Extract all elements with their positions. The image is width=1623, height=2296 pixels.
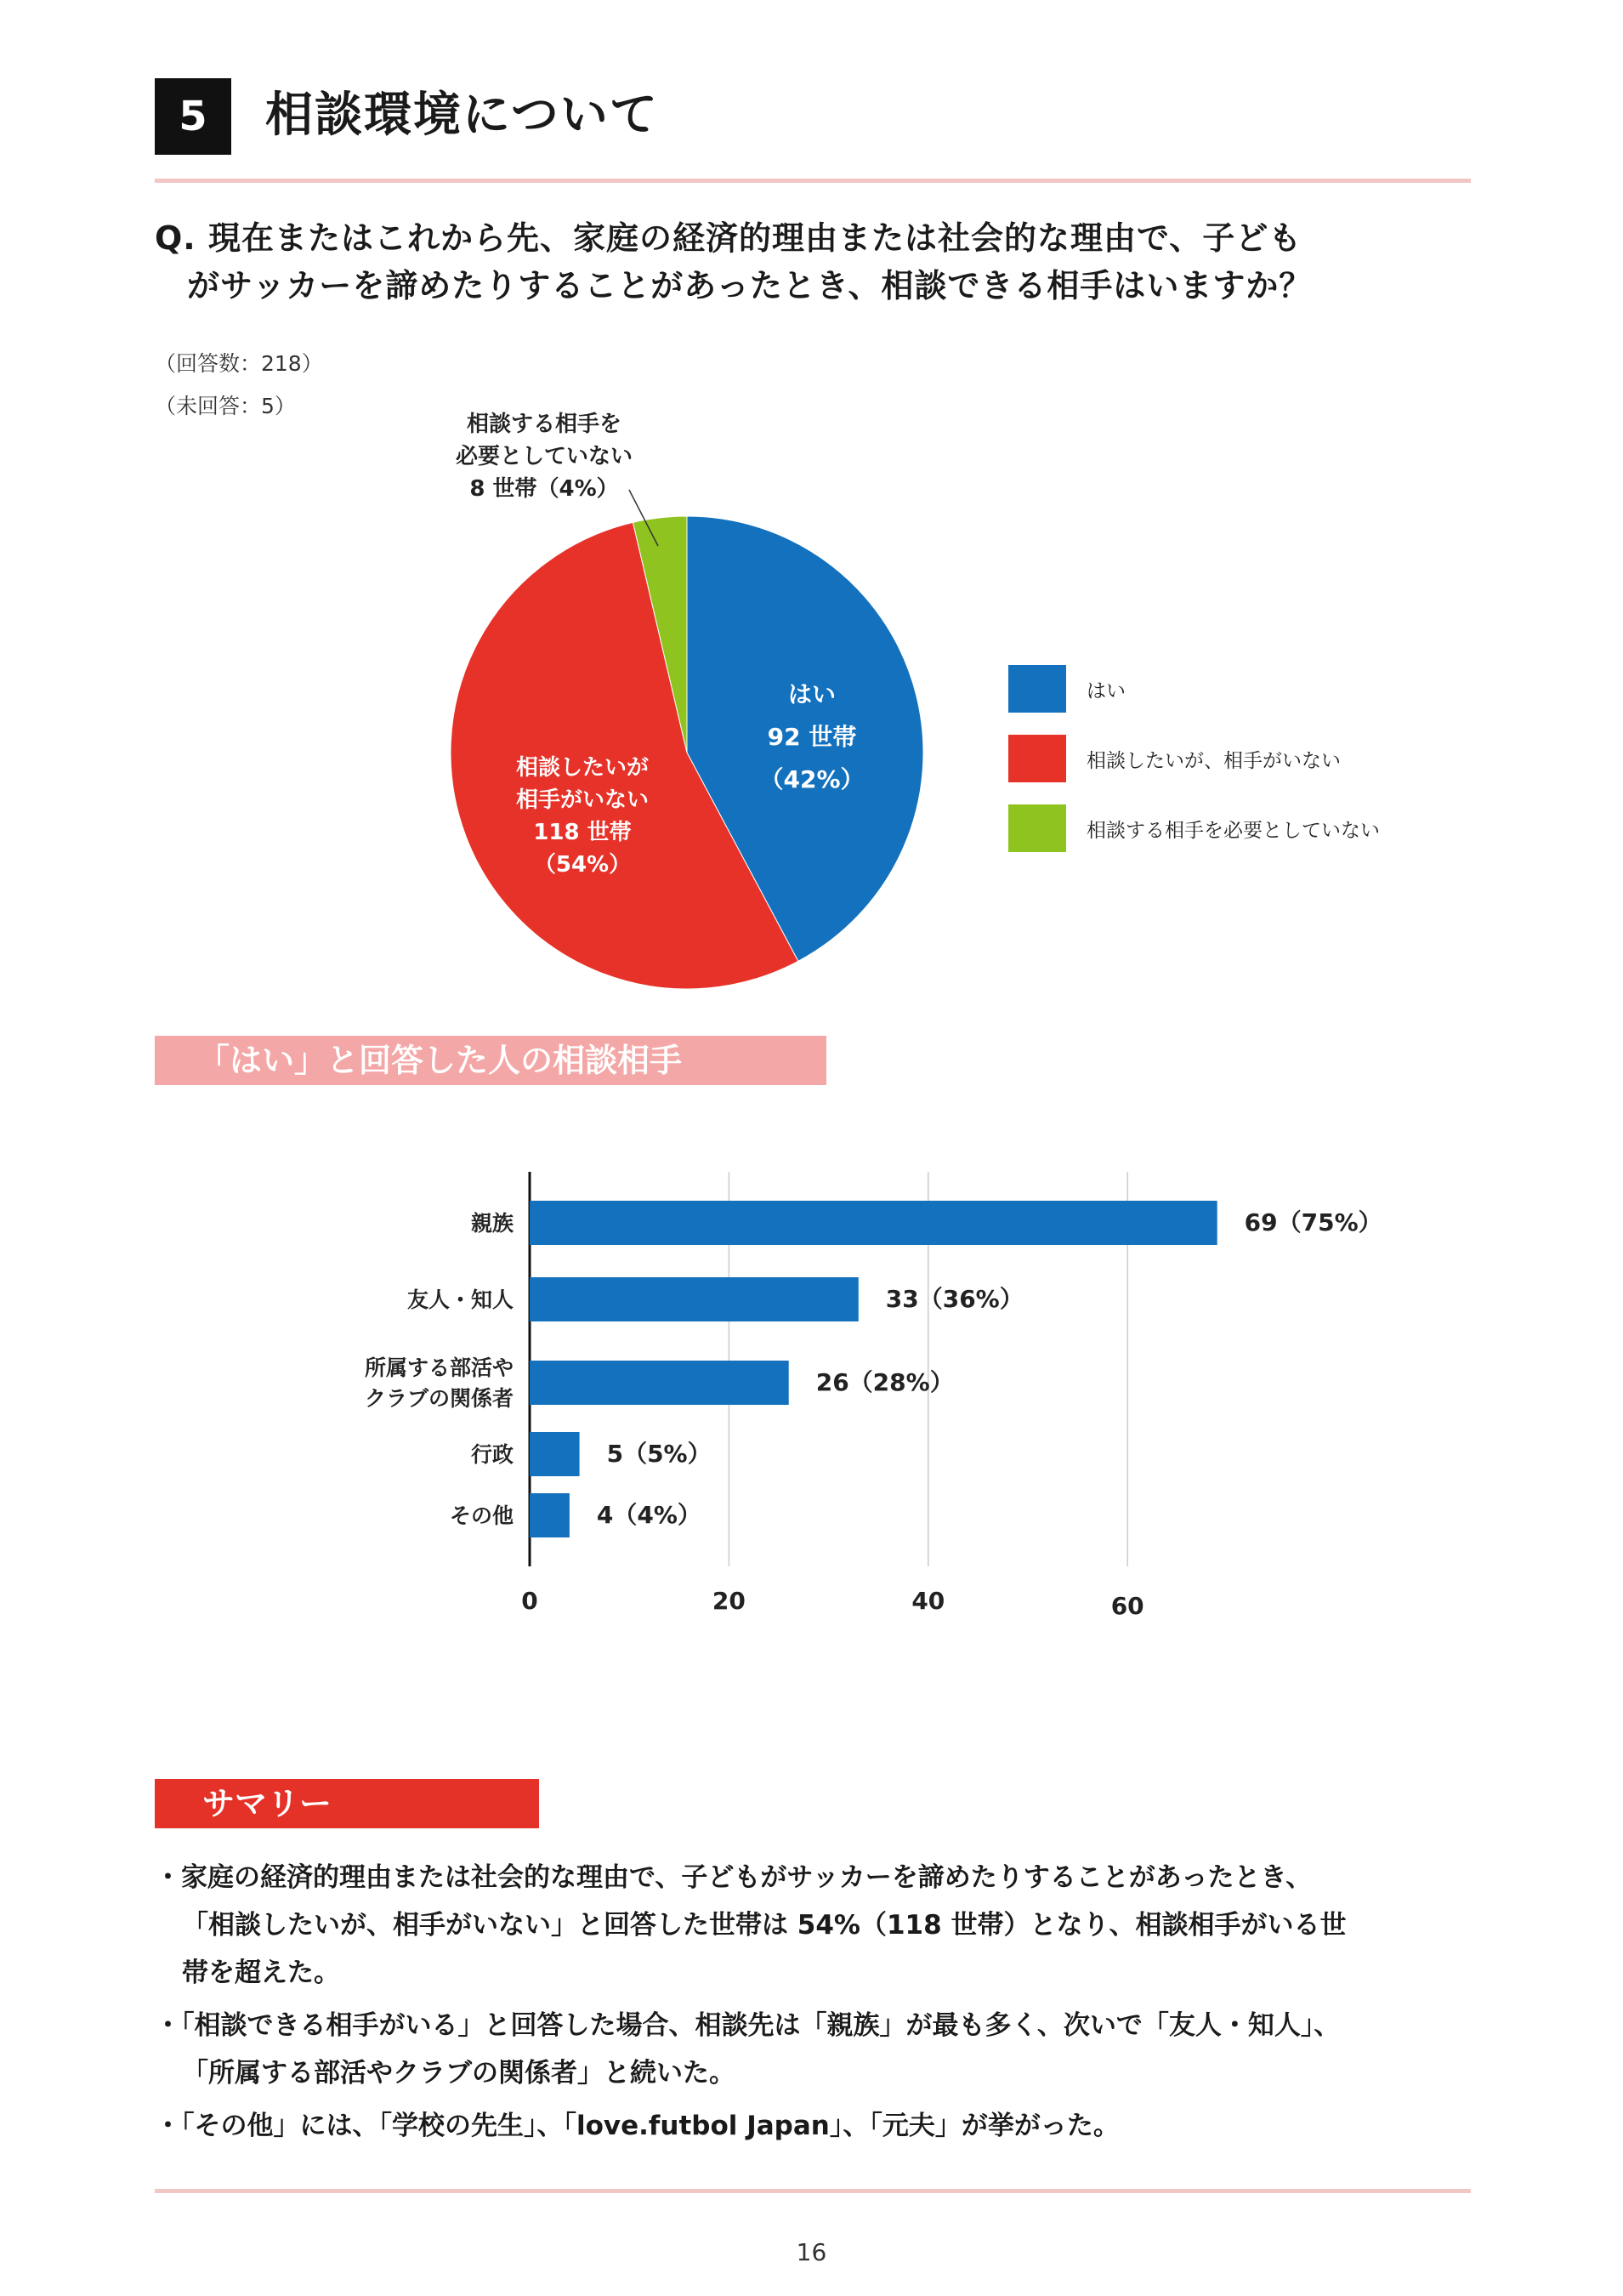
bar-category-label-3: クラブの関係者 (364, 1386, 514, 1411)
bar-category-label-1: 親族 (470, 1211, 514, 1236)
legend-label-want: 相談したいが、相手がいない (1087, 749, 1341, 772)
pie-label-no-need-line1: 相談する相手を (466, 412, 621, 437)
pie-label-yes-line2: 92 世帯 (767, 723, 857, 751)
pie-label-want (485, 752, 680, 881)
bar-value-label-2: 33（36%） (885, 1285, 1024, 1313)
bar-x-tick-label: 0 (521, 1587, 538, 1615)
summary-point-2-line2: 「所属する部活やクラブの関係者」と続いた。 (182, 2058, 735, 2089)
summary-point-1-line3: 帯を超えた。 (182, 1958, 340, 1988)
section-title: 相談環境について (265, 88, 659, 143)
pie-label-no-need-line2: 必要としていない (455, 444, 633, 469)
summary-point-1-line2: 「相談したいが、相手がいない」と回答した世帯は 54%（118 世帯）となり、相談相手がいる世 (182, 1910, 1347, 1941)
bar-x-tick-label: 20 (712, 1587, 746, 1615)
pie-chart (0, 0, 1623, 1020)
pie-label-no-need-line3: 8 世帯（4%） (469, 476, 619, 502)
respondent-count: （回答数：218） (155, 351, 323, 376)
summary-point-3-line1: ・「その他」には、「学校の先生」、「love.futbol Japan」、「元夫」が挙がった。 (155, 2111, 1120, 2141)
bar-x-tick-label: 40 (911, 1587, 945, 1615)
pie-label-yes-line3: （42%） (759, 765, 865, 793)
bar-value-label-4: 5（5%） (606, 1440, 712, 1468)
pie-label-want-line4: （54%） (533, 852, 632, 878)
pie-label-want-line2: 相手がいない (515, 787, 649, 813)
summary-title: サマリー (155, 1779, 539, 1828)
legend-label-no-need: 相談する相手を必要としていない (1087, 819, 1380, 842)
bar-category-label-5: その他 (449, 1503, 514, 1528)
legend-swatch-no-need (1008, 804, 1066, 852)
pie-label-no-need (417, 408, 672, 505)
legend-item-want (1008, 735, 1341, 782)
summary-point-2-line1: ・「相談できる相手がいる」と回答した場合、相談先は「親族」が最も多く、次いで「友人・知人」、 (155, 2010, 1341, 2041)
summary-point-1-line1: ・家庭の経済的理由または社会的な理由で、子どもがサッカーを諦めたりすることがあったとき、 (155, 1862, 1313, 1893)
pie-label-want-line3: 118 世帯 (533, 820, 632, 845)
bar-value-label-1: 69（75%） (1244, 1208, 1382, 1236)
section-number: 5 (155, 78, 231, 155)
summary-point-2 (155, 2002, 1481, 2097)
bar-value-label-3: 26（28%） (815, 1368, 954, 1396)
bar-category-label-3: 所属する部活や (364, 1355, 514, 1380)
bar-x-tick-label: 60 (1110, 1592, 1144, 1620)
bar-category-label-4: 行政 (470, 1442, 514, 1467)
question-line-2: がサッカーを諦めたりすることがあったとき、相談できる相手はいますか？ (187, 267, 1313, 304)
summary-point-1 (155, 1854, 1481, 1997)
page-number: 16 (796, 2238, 827, 2266)
bar-5 (530, 1493, 570, 1537)
no-answer-count: （未回答：5） (155, 394, 296, 418)
legend-swatch-want (1008, 735, 1066, 782)
bar-1 (530, 1201, 1217, 1245)
bar-3 (530, 1361, 789, 1405)
pie-label-yes (718, 673, 905, 801)
legend-item-yes (1008, 665, 1126, 713)
pie-label-yes-line1: はい (787, 680, 836, 708)
bar-2 (530, 1277, 859, 1321)
bar-category-label-2: 友人・知人 (406, 1287, 514, 1312)
legend-label-yes: はい (1087, 679, 1126, 702)
legend-swatch-yes (1008, 665, 1066, 713)
bar-chart (0, 1105, 1623, 1633)
bar-4 (530, 1432, 580, 1476)
bar-value-label-5: 4（4%） (596, 1501, 701, 1529)
summary-point-3 (155, 2102, 1481, 2150)
pie-label-want-line1: 相談したいが (515, 755, 649, 781)
footer-divider (155, 2189, 1471, 2193)
legend-item-no-need (1008, 804, 1380, 852)
summary-body (155, 1854, 1481, 2155)
bar-section-title: 「はい」と回答した人の相談相手 (155, 1036, 826, 1085)
question-line-1: Q. 現在またはこれから先、家庭の経済的理由または社会的な理由で、子ども (155, 219, 1302, 257)
